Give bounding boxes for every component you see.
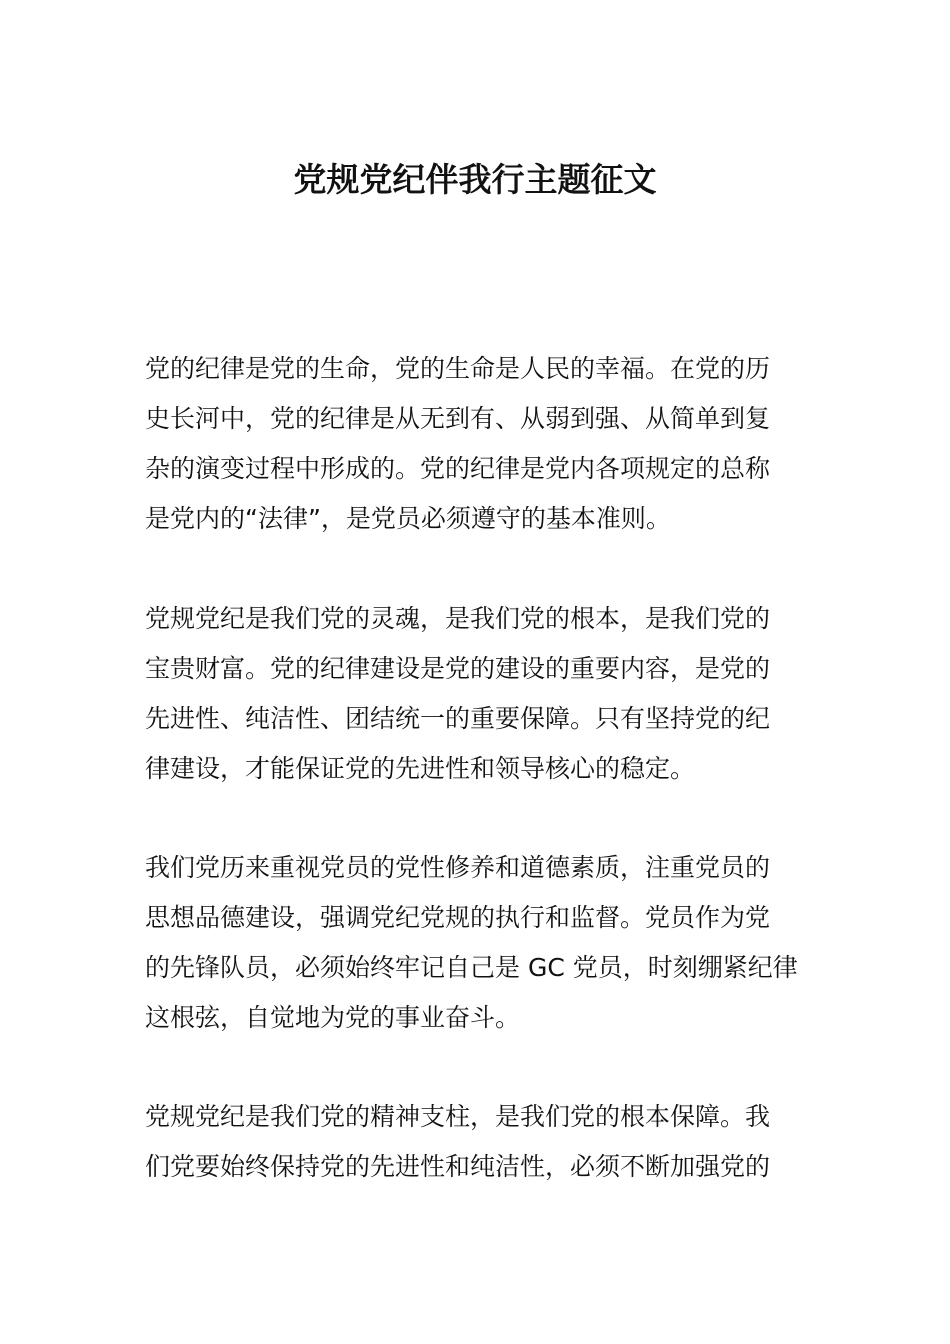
paragraph-line: 思想品德建设，强调党纪党规的执行和监督。党员作为党 bbox=[145, 903, 771, 932]
paragraph-line: 是党内的“法律”，是党员必须遵守的基本准则。 bbox=[145, 504, 671, 533]
paragraph-4 bbox=[145, 1092, 807, 1192]
paragraph-line: 的先锋队员，必须始终牢记自己是 GC 党员，时刻绷紧纪律 bbox=[145, 953, 798, 982]
paragraph-line: 我们党历来重视党员的党性修养和道德素质，注重党员的 bbox=[145, 853, 771, 882]
paragraph-2 bbox=[145, 594, 807, 794]
paragraph-line: 律建设，才能保证党的先进性和领导核心的稳定。 bbox=[145, 754, 696, 783]
paragraph-line: 们党要始终保持党的先进性和纯洁性，必须不断加强党的 bbox=[145, 1152, 771, 1181]
paragraph-line: 先进性、纯洁性、团结统一的重要保障。只有坚持党的纪 bbox=[145, 704, 771, 733]
paragraph-line: 杂的演变过程中形成的。党的纪律是党内各项规定的总称 bbox=[145, 454, 771, 483]
paragraph-line: 党规党纪是我们党的精神支柱，是我们党的根本保障。我 bbox=[145, 1102, 771, 1131]
document-title: 党规党纪伴我行主题征文 bbox=[293, 160, 657, 199]
paragraph-1 bbox=[145, 344, 807, 544]
paragraph-line: 党的纪律是党的生命，党的生命是人民的幸福。在党的历 bbox=[145, 354, 771, 383]
paragraph-3 bbox=[145, 843, 807, 1043]
paragraph-line: 史长河中，党的纪律是从无到有、从弱到强、从简单到复 bbox=[145, 404, 771, 433]
paragraph-line: 宝贵财富。党的纪律建设是党的建设的重要内容，是党的 bbox=[145, 654, 771, 683]
paragraph-line: 这根弦，自觉地为党的事业奋斗。 bbox=[145, 1003, 521, 1032]
paragraph-line: 党规党纪是我们党的灵魂，是我们党的根本，是我们党的 bbox=[145, 604, 771, 633]
